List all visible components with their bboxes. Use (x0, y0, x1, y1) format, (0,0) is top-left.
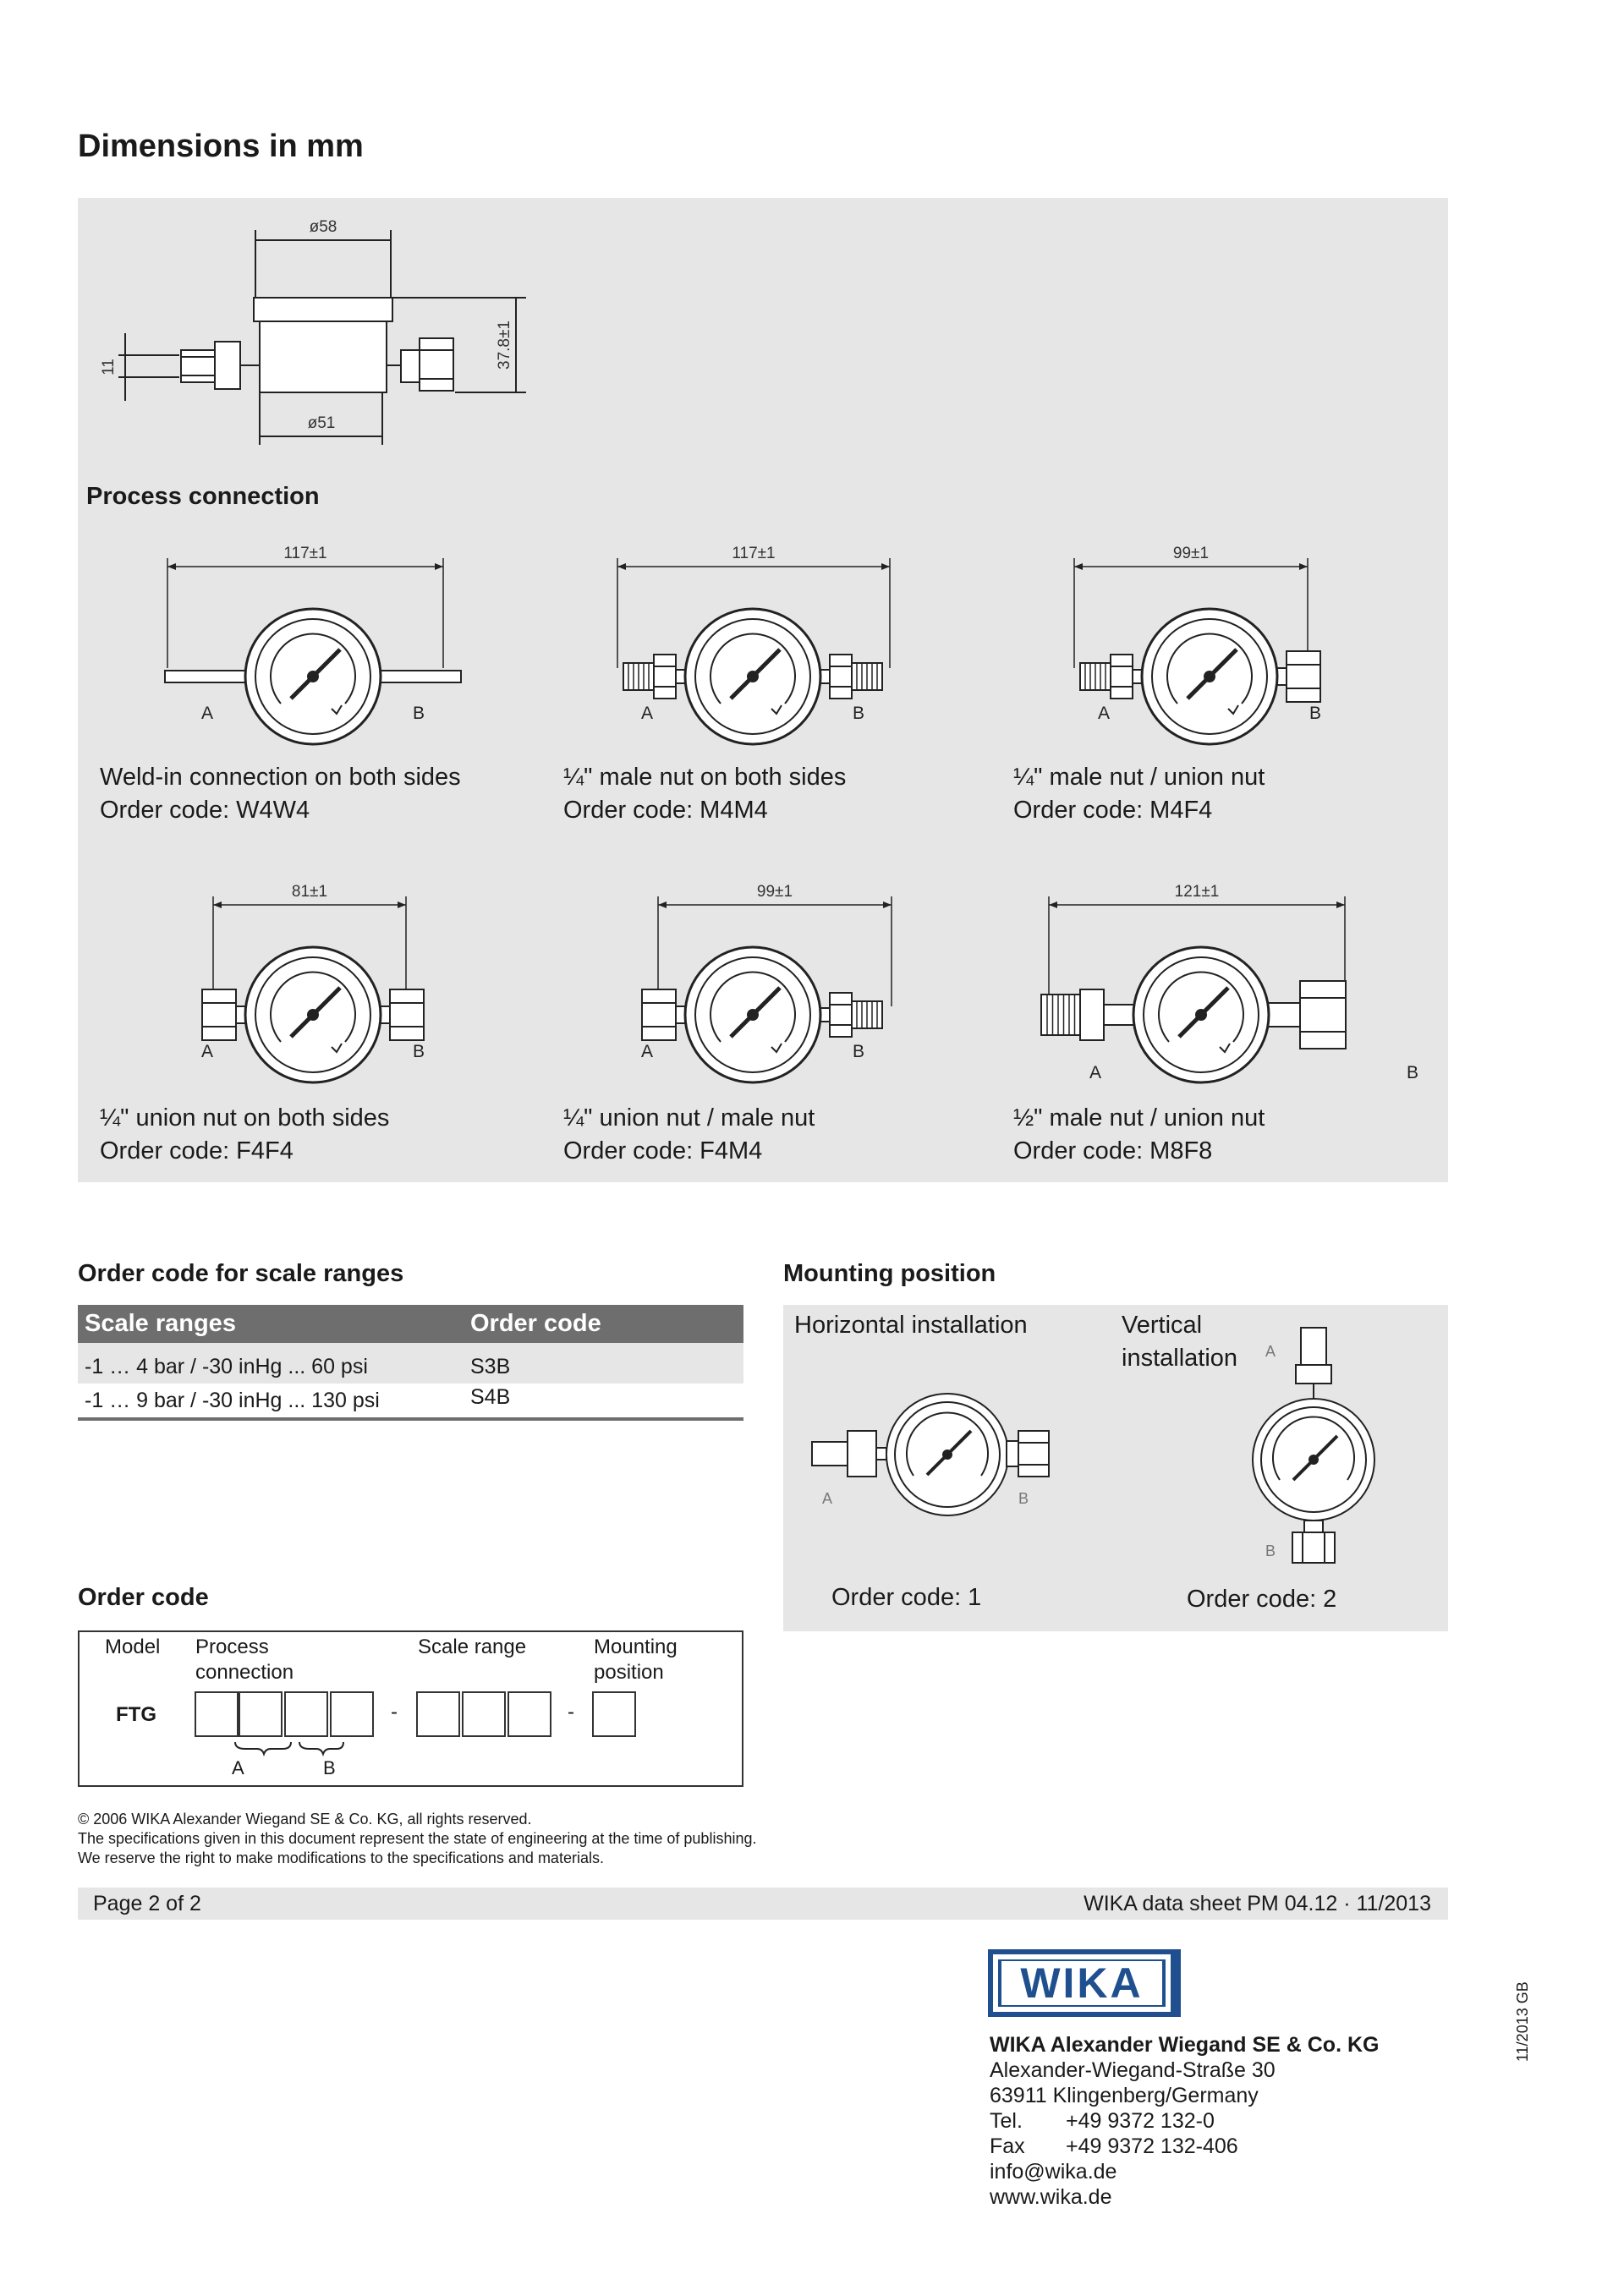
label-b: B (1406, 1063, 1419, 1082)
process-drawing-w4w4 (152, 533, 474, 736)
horizontal-mount-drawing (795, 1378, 1066, 1531)
label-a: A (640, 704, 654, 723)
dim-left-11: 11 (100, 359, 118, 375)
label-a: A (821, 1490, 833, 1507)
label-a: A (200, 704, 214, 723)
scale-cell-2[interactable] (462, 1691, 506, 1737)
process-drawing-m8f8 (1023, 871, 1419, 1082)
separator-dash: - (391, 1701, 398, 1723)
legal-text: © 2006 WIKA Alexander Wiegand SE & Co. KG, all rights reserved. The specifications given in this document represent the state of engineering at the time of publishing. We reserve the right to make modifications to the specifications and materials. (78, 1811, 757, 1866)
company-address: WIKA Alexander Wiegand SE & Co. KG Alexander-Wiegand-Straße 30 63911 Klingenberg/Germany Tel. +49 9372 132-0 Fax +49 9372 132-406 info@wika.de www.wika.de (990, 2033, 1380, 2209)
process-cell-4[interactable] (330, 1691, 374, 1737)
page-title: Dimensions in mm (78, 129, 364, 164)
label-b: B (412, 1042, 425, 1061)
vertical-mount-drawing (1252, 1319, 1387, 1573)
scale-cell-3[interactable] (508, 1691, 551, 1737)
process-drawing-f4m4 (592, 871, 914, 1074)
dimension-label: 99±1 (1172, 545, 1210, 562)
caption-f4f4: ¼" union nut on both sides Order code: F4F4 (100, 1104, 390, 1164)
brace-label-b: B (323, 1757, 336, 1778)
scale-range-label: Scale range (418, 1636, 527, 1658)
brace-label-a: A (232, 1757, 244, 1778)
table-header-row (78, 1305, 743, 1343)
website-link[interactable]: www.wika.de (990, 2185, 1112, 2209)
scale-cell-1[interactable] (416, 1691, 460, 1737)
label-b: B (1265, 1543, 1276, 1559)
caption-f4m4: ¼" union nut / male nut Order code: F4M4 (563, 1104, 815, 1164)
label-a: A (200, 1042, 214, 1061)
page-number: Page 2 of 2 (93, 1892, 201, 1915)
horizontal-installation-label: Horizontal installation (794, 1312, 1028, 1339)
gauge-side-view-drawing (78, 198, 551, 469)
dim-diameter-58: ø58 (309, 218, 337, 236)
header-scale-ranges: Scale ranges (78, 1305, 464, 1343)
order-code-braces (228, 1739, 347, 1756)
caption-w4w4: Weld-in connection on both sides Order code: W4W4 (100, 764, 461, 824)
wika-logo: WIKA (988, 1949, 1181, 2017)
label-b: B (1018, 1490, 1029, 1507)
label-a: A (1097, 704, 1111, 723)
label-b: B (412, 704, 425, 723)
separator-dash: - (568, 1701, 574, 1723)
model-value: FTG (116, 1703, 156, 1726)
label-b: B (1309, 704, 1322, 723)
mount-order-code-1: Order code: 1 (831, 1584, 982, 1611)
scale-ranges-table (78, 1305, 743, 1421)
side-date-code: 11/2013 GB (1514, 1981, 1531, 2062)
mount-order-code-2: Order code: 2 (1187, 1586, 1337, 1613)
dimension-label: 81±1 (291, 883, 328, 901)
caption-m4m4: ¼" male nut on both sides Order code: M4M4 (563, 764, 847, 824)
dimension-label: 117±1 (283, 545, 327, 562)
order-code-title: Order code (78, 1584, 209, 1611)
process-drawing-m4m4 (592, 533, 914, 736)
label-a: A (1089, 1063, 1102, 1082)
label-b: B (852, 704, 865, 723)
email-link[interactable]: info@wika.de (990, 2160, 1117, 2184)
table-row: -1 … 9 bar / -30 inHg ... 130 psi S4B (78, 1384, 743, 1419)
mounting-cell[interactable] (592, 1691, 636, 1737)
company-name: WIKA Alexander Wiegand SE & Co. KG (990, 2033, 1380, 2057)
dim-height: 37.8±1 (496, 321, 513, 370)
caption-m4f4: ¼" male nut / union nut Order code: M4F4 (1013, 764, 1265, 824)
data-sheet-id: WIKA data sheet PM 04.12 · 11/2013 (1084, 1892, 1431, 1915)
vertical-installation-label: Vertical installation (1122, 1312, 1238, 1372)
process-cell-2[interactable] (239, 1691, 283, 1737)
model-label: Model (105, 1636, 161, 1658)
dimension-label: 117±1 (732, 545, 776, 562)
process-connection-label: Process connection (195, 1636, 294, 1684)
mounting-position-label: Mounting position (594, 1636, 678, 1684)
process-cell-1[interactable] (195, 1691, 239, 1737)
header-order-code: Order code (464, 1305, 743, 1343)
table-row: -1 … 4 bar / -30 inHg ... 60 psi S3B (78, 1343, 743, 1384)
dimension-label: 121±1 (1174, 883, 1220, 901)
label-a: A (640, 1042, 654, 1061)
label-a: A (1265, 1343, 1276, 1360)
process-connection-title: Process connection (86, 483, 320, 510)
process-cell-3[interactable] (284, 1691, 328, 1737)
process-drawing-f4f4 (152, 871, 474, 1074)
caption-m8f8: ½" male nut / union nut Order code: M8F8 (1013, 1104, 1265, 1164)
dimension-label: 99±1 (756, 883, 793, 901)
label-b: B (852, 1042, 865, 1061)
dim-diameter-51: ø51 (307, 414, 336, 432)
process-drawing-m4f4 (1049, 533, 1370, 736)
mounting-position-title: Mounting position (783, 1260, 996, 1287)
scale-ranges-title: Order code for scale ranges (78, 1260, 404, 1287)
